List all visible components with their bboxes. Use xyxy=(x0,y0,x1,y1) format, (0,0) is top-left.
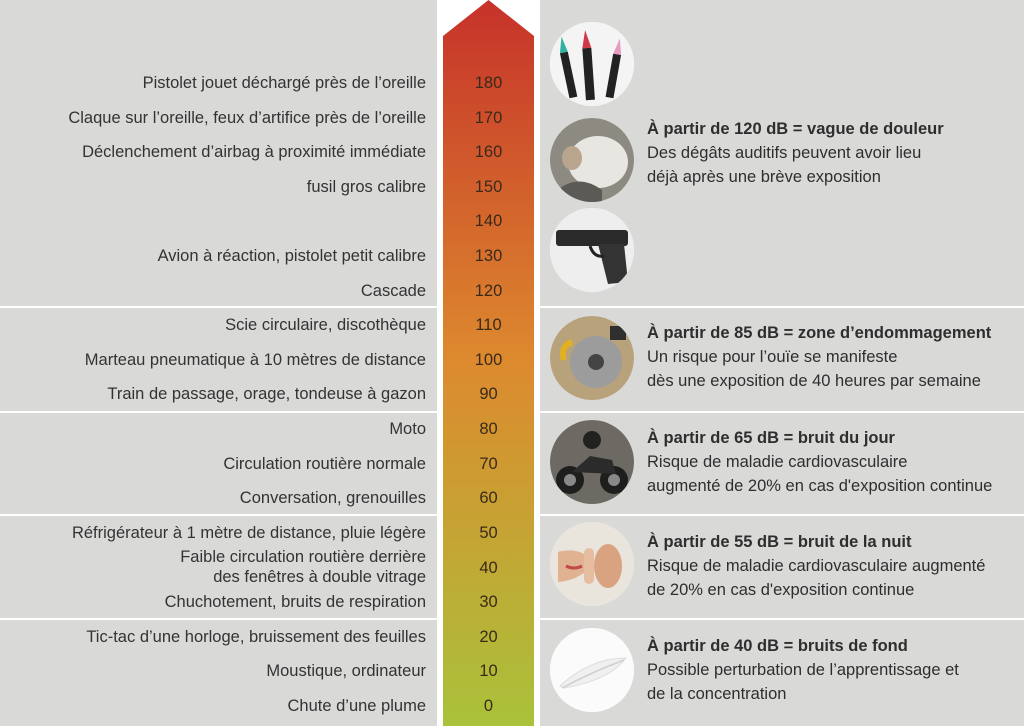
zone-night-noise-heading: À partir de 55 dB = bruit de la nuit xyxy=(647,533,912,551)
source-mosquito: Moustique, ordinateur xyxy=(266,662,426,680)
level-140: 140 xyxy=(474,212,503,230)
level-170: 170 xyxy=(474,109,503,127)
source-light-traffic-line2: des fenêtres à double vitrage xyxy=(213,568,426,586)
level-120: 120 xyxy=(474,282,503,300)
source-feather: Chute d’une plume xyxy=(287,697,426,715)
source-jet-plane: Avion à réaction, pistolet petit calibre xyxy=(157,247,426,265)
zone-damage xyxy=(647,321,1017,393)
zone-background-noise-line1: Possible perturbation de l’apprentissage et xyxy=(647,661,959,679)
divider-left-120 xyxy=(0,306,437,308)
pistol-icon xyxy=(550,208,634,292)
source-clock-tick: Tic-tac d’une horloge, bruissement des feuilles xyxy=(86,628,426,646)
divider-right-85 xyxy=(540,411,1024,413)
zone-damage-line1: Un risque pour l’ouïe se manifeste xyxy=(647,348,898,366)
divider-right-55 xyxy=(540,514,1024,516)
divider-left-85 xyxy=(0,411,437,413)
source-motorcycle: Moto xyxy=(389,420,426,438)
source-light-traffic xyxy=(180,547,426,587)
zone-night-noise xyxy=(647,530,1017,602)
zone-pain-line1: Des dégâts auditifs peuvent avoir lieu xyxy=(647,144,922,162)
source-large-rifle: fusil gros calibre xyxy=(306,178,426,196)
zone-background-noise xyxy=(647,634,1017,706)
level-130: 130 xyxy=(474,247,503,265)
source-waterfall: Cascade xyxy=(360,282,426,300)
source-ear-slap: Claque sur l’oreille, feux d’artifice près de l’oreille xyxy=(68,109,426,127)
zone-day-noise xyxy=(647,426,1017,498)
zone-background-noise-line2: de la concentration xyxy=(647,685,787,703)
level-110: 110 xyxy=(475,316,502,334)
level-180: 180 xyxy=(474,74,503,92)
level-70: 70 xyxy=(479,455,498,473)
feather-icon xyxy=(550,628,634,712)
zone-pain-heading: À partir de 120 dB = vague de douleur xyxy=(647,120,944,138)
zone-background-noise-heading: À partir de 40 dB = bruits de fond xyxy=(647,637,908,655)
divider-left-40 xyxy=(0,618,437,620)
level-40: 40 xyxy=(479,559,498,577)
level-50: 50 xyxy=(479,524,498,542)
divider-right-120 xyxy=(540,306,1024,308)
source-circular-saw: Scie circulaire, discothèque xyxy=(225,316,426,334)
source-train: Train de passage, orage, tondeuse à gazon xyxy=(107,385,426,403)
circular-saw-icon xyxy=(550,316,634,400)
zone-day-noise-line2: augmenté de 20% en cas d'exposition continue xyxy=(647,477,993,495)
level-10: 10 xyxy=(479,662,498,680)
zone-pain xyxy=(647,117,1017,189)
motorcycle-icon xyxy=(550,420,634,504)
source-airbag: Déclenchement d’airbag à proximité immédiate xyxy=(82,143,426,161)
level-160: 160 xyxy=(474,143,503,161)
divider-right-40 xyxy=(540,618,1024,620)
source-whisper: Chuchotement, bruits de respiration xyxy=(164,593,426,611)
fireworks-icon xyxy=(550,22,634,106)
source-refrigerator: Réfrigérateur à 1 mètre de distance, pluie légère xyxy=(71,524,426,542)
source-toy-pistol: Pistolet jouet déchargé près de l’oreille xyxy=(142,74,426,92)
level-150: 150 xyxy=(474,178,503,196)
zone-damage-heading: À partir de 85 dB = zone d’endommagement xyxy=(647,324,992,342)
source-road-traffic: Circulation routière normale xyxy=(223,455,426,473)
zone-day-noise-heading: À partir de 65 dB = bruit du jour xyxy=(647,429,895,447)
source-jackhammer: Marteau pneumatique à 10 mètres de distance xyxy=(84,351,426,369)
level-90: 90 xyxy=(479,385,498,403)
level-60: 60 xyxy=(479,489,498,507)
zone-pain-line2: déjà après une brève exposition xyxy=(647,168,881,186)
level-80: 80 xyxy=(479,420,498,438)
zone-night-noise-line1: Risque de maladie cardiovasculaire augmenté xyxy=(647,557,986,575)
zone-damage-line2: dès une exposition de 40 heures par semaine xyxy=(647,372,981,390)
source-conversation: Conversation, grenouilles xyxy=(239,489,426,507)
level-20: 20 xyxy=(479,628,498,646)
zone-day-noise-line1: Risque de maladie cardiovasculaire xyxy=(647,453,908,471)
source-light-traffic-line1: Faible circulation routière derrière xyxy=(180,548,426,566)
level-30: 30 xyxy=(479,593,498,611)
level-0: 0 xyxy=(483,697,494,715)
whisper-icon xyxy=(550,522,634,606)
zone-night-noise-line2: de 20% en cas d'exposition continue xyxy=(647,581,915,599)
level-100: 100 xyxy=(474,351,503,369)
divider-left-55 xyxy=(0,514,437,516)
airbag-icon xyxy=(550,118,634,202)
